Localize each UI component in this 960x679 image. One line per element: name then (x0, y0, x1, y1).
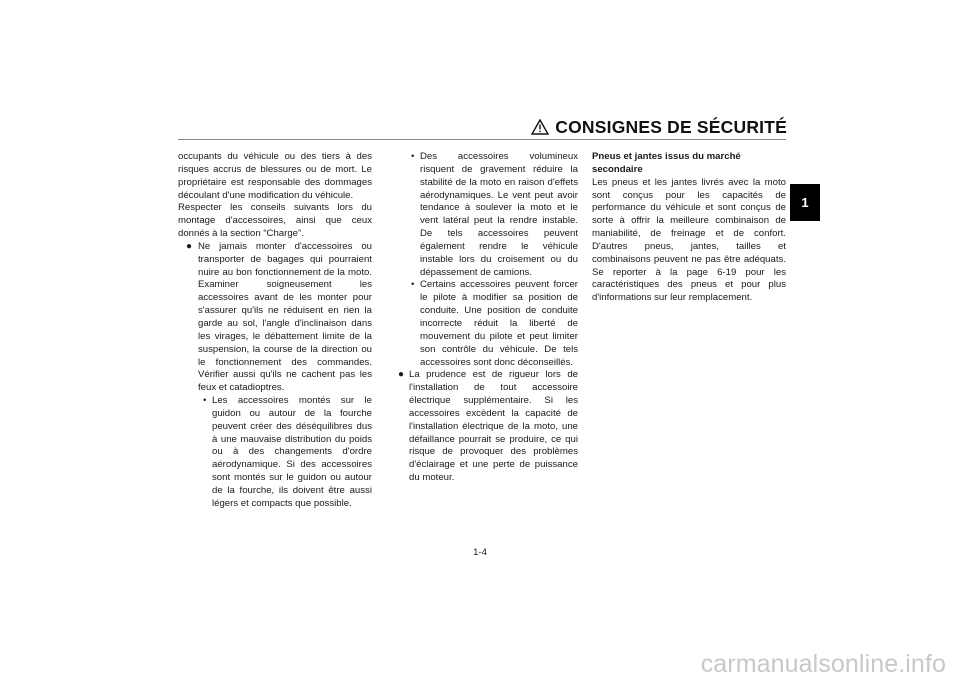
list-item (398, 369, 578, 485)
bullet-icon: ● (186, 240, 193, 252)
chapter-tab[interactable]: 1 (790, 184, 820, 221)
list-item (398, 151, 578, 279)
column-2 (398, 151, 578, 485)
accessories-paragraph: Respecter les conseils suivants lors du montage d'accessoires, ainsi que ceux donnés à la section “Charge”. (178, 202, 372, 240)
sub-bullet-icon: • (203, 395, 207, 407)
sub-bullet-text: Les accessoires montés sur le guidon ou autour de la fourche peuvent créer des déséquilibres dus à une mauvaise distribution du poids ou à des changements d'ordre aérodynamique. Si des accessoires sont montés sur le guidon ou autour de la fourche, ils doivent être aussi légers et compacts que possible. (212, 395, 372, 509)
column-3 (592, 151, 786, 305)
intro-paragraph: occupants du véhicule ou des tiers à des risques accrus de blessures ou de mort. Le propriétaire est responsable des dommages découlant d'une modification du véhicule. (178, 151, 372, 201)
tires-paragraph: Les pneus et les jantes livrés avec la moto sont conçus pour les capacités de performance du véhicule et sont conçus de sorte à offrir la meilleure combinaison de maniabilité, de freinage et de confort. D'autres pneus, jantes, tailles et combinaisons peuvent ne pas être adéquats. Se reporter à la page 6-19 pour les caractéristiques des pneus et pour plus d'informations sur leur remplacement. (592, 176, 786, 304)
page-title: CONSIGNES DE SÉCURITÉ (555, 116, 787, 137)
bullet-text: La prudence est de rigueur lors de l'installation de tout accessoire électrique supplémentaire. Si les accessoires excèdent la capacité de l'installation électrique de la moto, une défaillance pourrait se produire, ce qui risque de provoquer des problèmes d'éclairage et une perte de puissance du moteur. (409, 369, 578, 484)
header-divider (178, 139, 786, 140)
section-heading: Pneus et jantes issus du marché secondaire (592, 151, 741, 175)
bullet-text: Ne jamais monter d'accessoires ou transporter de bagages qui pourraient nuire au bon fonctionnement de la moto. Examiner soigneusement les accessoires avant de les monter pour s'assurer qu'ils ne réduisent en rien la garde au sol, l'angle d'inclinaison dans les virages, le débattement limite de la suspension, la course de la direction ou le fonctionnement des commandes. Vérifier aussi qu'ils ne cachent pas les feux et catadioptres. (198, 240, 372, 394)
watermark: carmanualsonline.info (700, 650, 946, 678)
sub-bullet-icon: • (411, 279, 415, 291)
sub-bullet-text: Des accessoires volumineux risquent de gravement réduire la stabilité de la moto en raison d'effets aérodynamiques. Le vent peut avoir tendance à soulever la moto et le vent latéral peut la rendre instable. De tels accessoires peuvent également rendre le véhicule instable lors du croisement ou du dépassement de camions. (420, 151, 578, 278)
list-item (178, 241, 372, 395)
sub-bullet-text: Certains accessoires peuvent forcer le pilote à modifier sa position de conduite. Une position de conduite incorrecte réduit la liberté de mouvement du pilote et peut limiter son contrôle du véhicule. De tels accessoires sont donc déconseillés. (420, 279, 578, 368)
column-1 (178, 151, 372, 511)
page-number: 1-4 (473, 547, 487, 558)
warning-triangle-icon (531, 119, 549, 135)
bullet-icon: ● (398, 369, 405, 381)
sub-bullet-icon: • (411, 151, 415, 162)
list-item (178, 395, 372, 511)
page-header (527, 114, 787, 140)
list-item (398, 279, 578, 369)
